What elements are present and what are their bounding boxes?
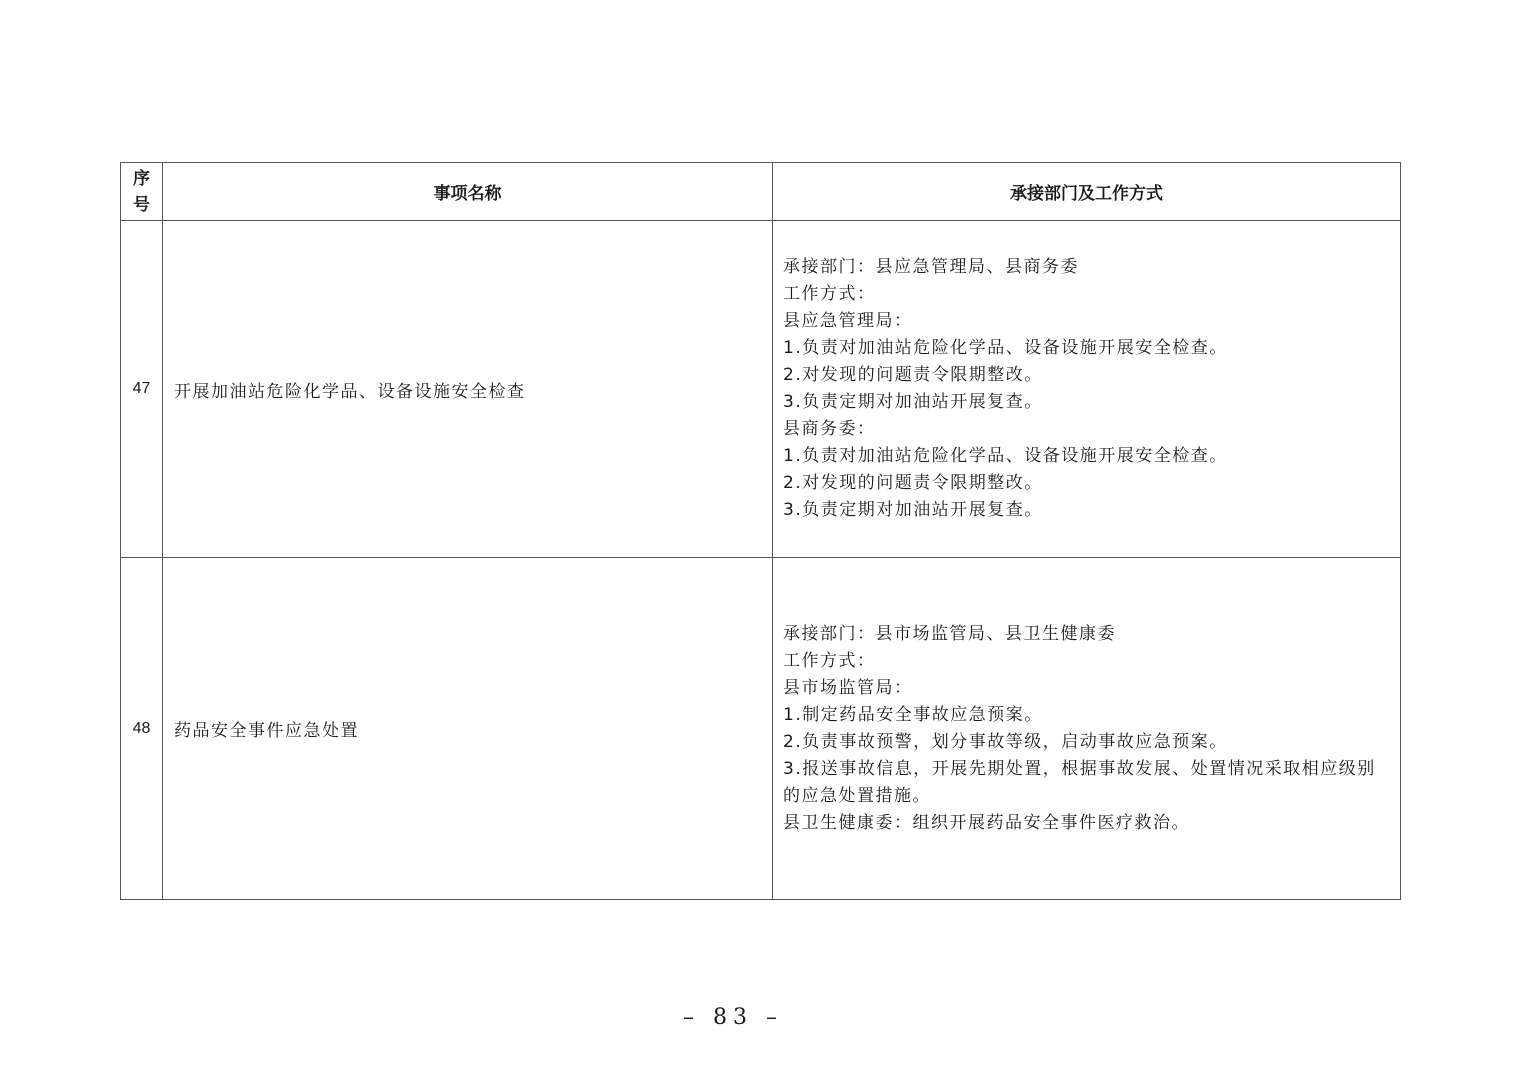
dept-line: 承接部门：县市场监管局、县卫生健康委: [783, 623, 1116, 644]
dept-line: 县应急管理局：: [783, 311, 913, 331]
dept-line: 县卫生健康委：组织开展药品安全事件医疗救治。: [783, 812, 1190, 833]
row-seq: 47: [121, 221, 163, 558]
table-header-row: [121, 163, 1401, 221]
table-row: [121, 221, 1401, 558]
dept-line: 3.负责定期对加油站开展复查。: [783, 500, 1043, 520]
dept-line: 3.报送事故信息，开展先期处置，根据事故发展、处置情况采取相应级别的应急处置措施。: [783, 758, 1376, 806]
dept-line: 工作方式：: [783, 650, 876, 671]
dept-line: 1.负责对加油站危险化学品、设备设施开展安全检查。: [783, 446, 1228, 466]
dept-line: 承接部门：县应急管理局、县商务委: [783, 257, 1079, 277]
dept-line: 3.负责定期对加油站开展复查。: [783, 392, 1043, 412]
header-seq-line2: 号: [133, 194, 150, 215]
row-seq: 48: [121, 558, 163, 900]
dept-line: 1.制定药品安全事故应急预案。: [783, 704, 1043, 725]
dept-line: 2.负责事故预警，划分事故等级，启动事故应急预案。: [783, 731, 1228, 752]
header-seq-line1: 序: [133, 168, 150, 189]
header-dept: 承接部门及工作方式: [773, 163, 1401, 221]
dept-line: 2.对发现的问题责令限期整改。: [783, 473, 1043, 493]
row-name: 开展加油站危险化学品、设备设施安全检查: [163, 221, 773, 558]
header-name: 事项名称: [163, 163, 773, 221]
dept-line: 工作方式：: [783, 284, 876, 304]
dept-line: 县市场监管局：: [783, 677, 913, 698]
matters-table: [120, 162, 1401, 900]
row-dept: [773, 558, 1401, 900]
dept-line: 1.负责对加油站危险化学品、设备设施开展安全检查。: [783, 338, 1228, 358]
row-dept: [773, 221, 1401, 558]
row-name: 药品安全事件应急处置: [163, 558, 773, 900]
dept-line: 县商务委：: [783, 419, 876, 439]
header-seq: [121, 163, 163, 221]
page-number: – 83 –: [683, 1005, 783, 1030]
table-row: [121, 558, 1401, 900]
dept-line: 2.对发现的问题责令限期整改。: [783, 365, 1043, 385]
